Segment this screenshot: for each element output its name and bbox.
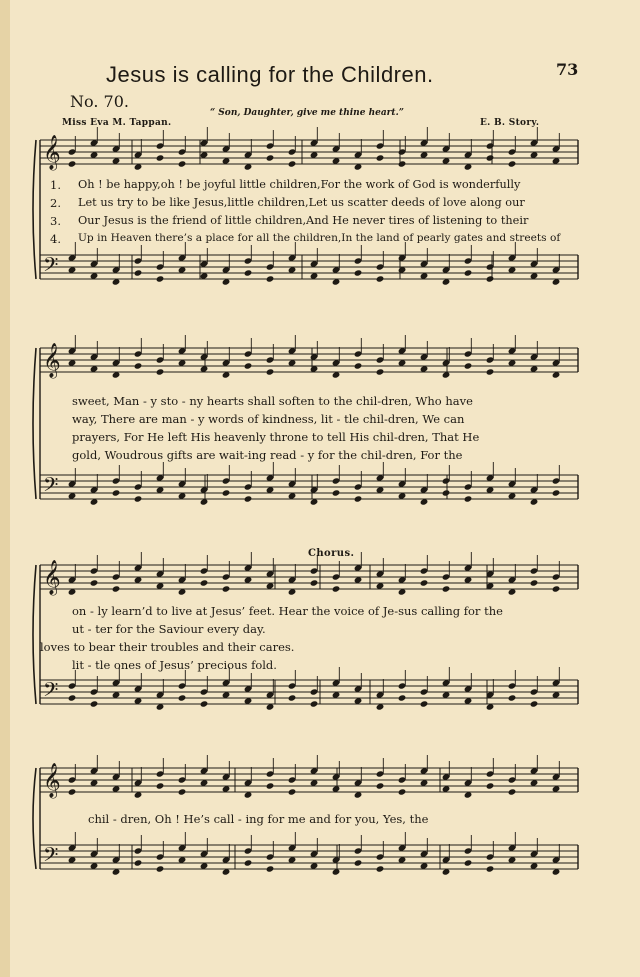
lyric-line: prayers, For He left His heavenly throne to tell His chil-dren, That He xyxy=(72,430,480,444)
system-2-bass-note xyxy=(552,489,561,496)
system-3-treble-note xyxy=(420,579,429,586)
treble-clef-icon: 𝄞 xyxy=(43,343,61,378)
system-4-bass-note xyxy=(266,865,275,872)
lyric-line: Up in Heaven there’s a place for all the children,In the land of pearly gates and streets of xyxy=(78,232,561,244)
system-1-treble-note xyxy=(266,154,275,161)
system-4-bass-note xyxy=(354,859,363,866)
verse-number-2: 2. xyxy=(50,196,61,210)
system-2-treble-note xyxy=(354,362,363,369)
system-2-treble-note xyxy=(244,362,253,369)
lyric-line: loves to bear their troubles and their cares. xyxy=(40,640,295,654)
treble-clef-icon: 𝄞 xyxy=(43,135,61,170)
verse-number-3: 3. xyxy=(50,214,61,228)
system-3-bass-note xyxy=(398,694,407,701)
system-3-treble-note xyxy=(332,585,341,592)
lyric-line: sweet, Man - y sto - ny hearts shall soften to the chil-dren, Who have xyxy=(72,394,473,408)
lyricist-credit: Miss Eva M. Tappan. xyxy=(62,118,172,128)
system-2-bass-note xyxy=(112,489,121,496)
lyric-line: Let us try to be like Jesus,little children,Let us scatter deeds of love along our xyxy=(78,196,525,209)
lyric-line: chil - dren, Oh ! He’s call - ing for me and for you, Yes, the xyxy=(88,812,429,826)
system-3-bass-note xyxy=(288,694,297,701)
bass-clef-icon: 𝄢 xyxy=(43,473,59,501)
system-3-treble-note xyxy=(310,579,319,586)
system-2-brace xyxy=(33,348,36,499)
system-1-treble-note xyxy=(486,154,495,161)
system-2-treble-note xyxy=(156,368,165,375)
scripture-epigraph: “ Son, Daughter, give me thine heart.” xyxy=(210,108,404,118)
lyric-line: ut - ter for the Saviour every day. xyxy=(72,622,266,636)
system-3-treble-note xyxy=(442,585,451,592)
system-1-bass-note xyxy=(134,269,143,276)
system-1-treble-note xyxy=(68,160,77,167)
system-2-bass-note xyxy=(464,495,473,502)
system-3-treble-note xyxy=(222,585,231,592)
system-3-brace xyxy=(33,565,36,704)
treble-clef-icon: 𝄞 xyxy=(43,560,61,595)
system-2-bass-note xyxy=(332,489,341,496)
treble-clef-icon: 𝄞 xyxy=(43,763,61,798)
system-1-bass-note xyxy=(464,269,473,276)
system-3-treble-note xyxy=(200,579,209,586)
system-2-treble-note xyxy=(134,362,143,369)
system-2-treble-note xyxy=(376,368,385,375)
composer-credit: E. B. Story. xyxy=(480,118,540,128)
system-4-bass-note xyxy=(156,865,165,872)
system-3-bass-note xyxy=(178,694,187,701)
system-3-treble-note xyxy=(530,579,539,586)
system-1-treble-note xyxy=(376,154,385,161)
system-1-bass-note xyxy=(266,275,275,282)
verse-number-4: 4. xyxy=(50,232,61,246)
system-2-bass-note xyxy=(244,495,253,502)
bass-clef-icon: 𝄢 xyxy=(43,678,59,706)
system-2-treble-note xyxy=(486,368,495,375)
bass-clef-icon: 𝄢 xyxy=(43,253,59,281)
hymn-title: Jesus is calling for the Children. xyxy=(106,62,434,87)
hymn-number: No. 70. xyxy=(70,92,129,111)
system-4-treble-note xyxy=(156,782,165,789)
system-1-treble-note xyxy=(156,154,165,161)
system-3-bass-note xyxy=(68,694,77,701)
system-1-bass-note xyxy=(354,269,363,276)
system-4-treble-note xyxy=(68,788,77,795)
system-4-brace xyxy=(33,768,36,869)
system-4-bass-note xyxy=(376,865,385,872)
lyric-line: gold, Woudrous gifts are wait-ing read - y for the chil-dren, For the xyxy=(72,448,463,462)
system-4-treble-note xyxy=(398,788,407,795)
system-4-treble-note xyxy=(508,788,517,795)
system-1-treble-note xyxy=(288,160,297,167)
system-2-bass-note xyxy=(222,489,231,496)
system-4-bass-note xyxy=(134,859,143,866)
system-2-treble-note xyxy=(266,368,275,375)
system-4-treble-note xyxy=(178,788,187,795)
lyric-line: lit - tle ones of Jesus’ precious fold. xyxy=(72,658,277,672)
lyric-line: on - ly learn’d to live at Jesus’ feet. Hear the voice of Je-sus calling for the xyxy=(72,604,503,618)
page-number: 73 xyxy=(556,60,579,79)
lyric-line: Our Jesus is the friend of little children,And He never tires of listening to their xyxy=(78,214,529,227)
lyric-line: Oh ! be happy,oh ! be joyful little children,For the work of God is wonderfully xyxy=(78,178,521,191)
system-3-bass-note xyxy=(420,700,429,707)
system-2-bass-note xyxy=(354,495,363,502)
system-3-bass-note xyxy=(530,700,539,707)
system-4-bass-note xyxy=(244,859,253,866)
system-3-treble-note xyxy=(552,585,561,592)
system-3-treble-note xyxy=(90,579,99,586)
verse-number-1: 1. xyxy=(50,178,61,192)
lyric-line: way, There are man - y words of kindness, lit - tle chil-dren, We can xyxy=(72,412,465,426)
system-1-bass-note xyxy=(376,275,385,282)
system-3-bass-note xyxy=(310,700,319,707)
system-1-treble-note xyxy=(178,160,187,167)
system-1-bass-note xyxy=(156,275,165,282)
system-3-bass-note xyxy=(200,700,209,707)
system-2-treble-note xyxy=(464,362,473,369)
system-1-brace xyxy=(33,140,36,279)
system-2-bass-note xyxy=(134,495,143,502)
system-3-bass-note xyxy=(90,700,99,707)
system-4-treble-note xyxy=(266,782,275,789)
system-1-treble-note xyxy=(398,160,407,167)
bass-clef-icon: 𝄢 xyxy=(43,843,59,871)
system-4-treble-note xyxy=(486,782,495,789)
system-4-treble-note xyxy=(288,788,297,795)
system-4-treble-note xyxy=(376,782,385,789)
system-1-bass-note xyxy=(486,275,495,282)
system-4-bass-note xyxy=(464,859,473,866)
system-1-bass-note xyxy=(244,269,253,276)
system-4-bass-note xyxy=(486,865,495,872)
system-2-bass-note xyxy=(442,489,451,496)
system-1-treble-note xyxy=(508,160,517,167)
system-3-bass-note xyxy=(508,694,517,701)
chorus-label: Chorus. xyxy=(308,548,355,559)
system-3-treble-note xyxy=(112,585,121,592)
